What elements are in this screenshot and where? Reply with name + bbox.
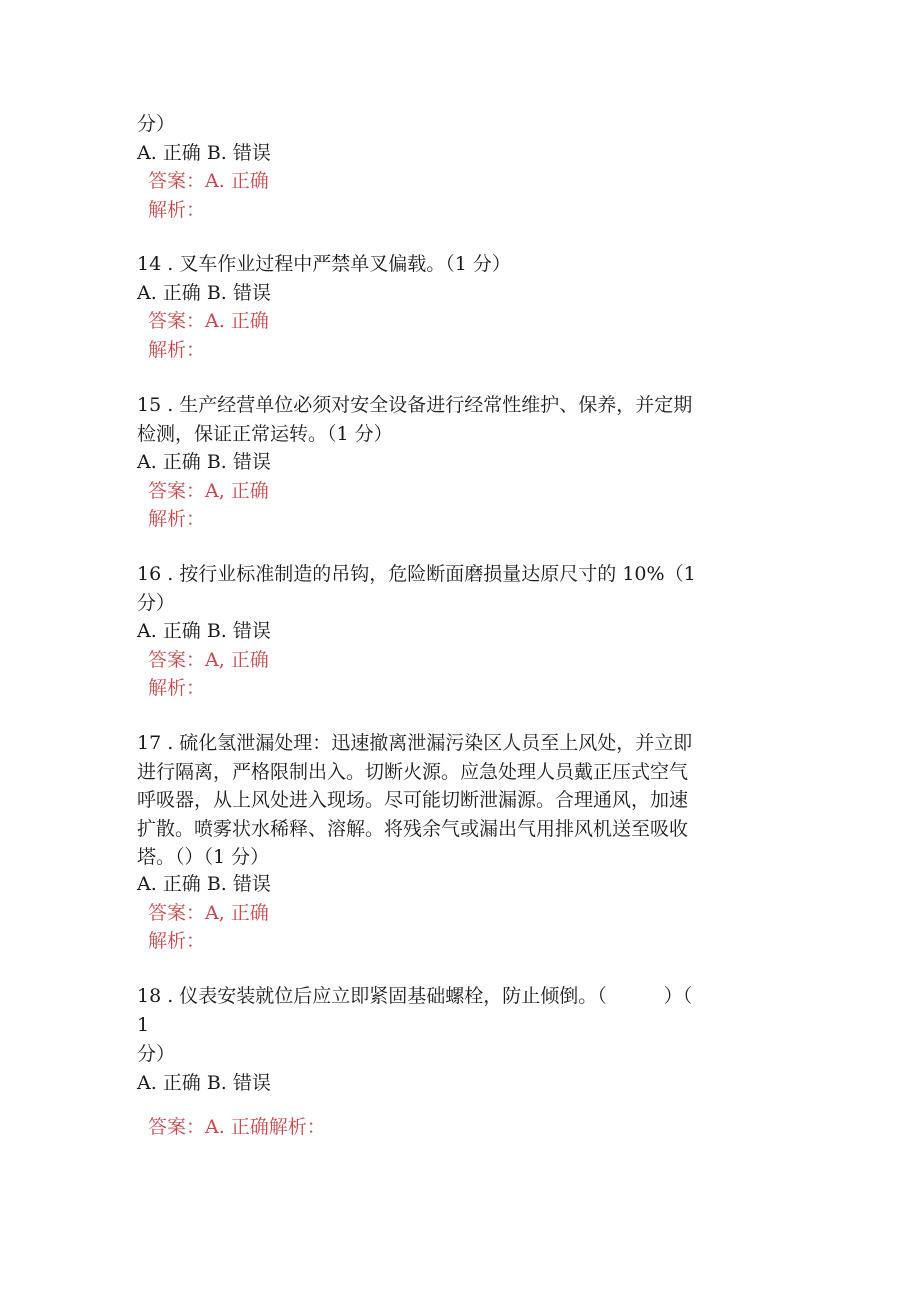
question-13-analysis: 解析：	[148, 199, 206, 221]
question-13-options: A. 正确 B. 错误	[137, 142, 271, 164]
question-18-stem-line: 18 . 仪表安装就位后应立即紧固基础螺栓，防止倾倒。（ ）（	[137, 985, 693, 1007]
question-15-analysis: 解析：	[148, 508, 206, 530]
question-14-options: A. 正确 B. 错误	[137, 282, 271, 304]
question-17-stem-line: 塔。（）（1 分）	[137, 846, 270, 868]
question-14-answer: 答案：A. 正确	[148, 310, 269, 332]
question-15-stem-line: 15 . 生产经营单位必须对安全设备进行经常性维护、保养，并定期	[137, 394, 693, 416]
question-17-stem-line: 呼吸器，从上风处进入现场。尽可能切断泄漏源。合理通风，加速	[137, 789, 689, 811]
question-16-analysis: 解析：	[148, 677, 206, 699]
question-15-answer: 答案：A, 正确	[148, 480, 269, 502]
question-18-stem-line: 分）	[137, 1043, 176, 1065]
question-16-options: A. 正确 B. 错误	[137, 620, 271, 642]
question-13-stem-line: 分）	[137, 113, 176, 135]
question-14-analysis: 解析：	[148, 339, 206, 361]
question-18-options: A. 正确 B. 错误	[137, 1072, 271, 1094]
question-16-answer: 答案：A, 正确	[148, 649, 269, 671]
question-17-options: A. 正确 B. 错误	[137, 873, 271, 895]
question-18-stem-line: 1	[137, 1014, 150, 1036]
question-17-analysis: 解析：	[148, 930, 206, 952]
question-18-answer: 答案：A. 正确解析：	[148, 1116, 326, 1138]
question-16-stem-line: 分）	[137, 592, 176, 614]
question-15-stem-line: 检测，保证正常运转。（1 分）	[137, 423, 393, 445]
question-17-stem-line: 扩散。喷雾状水稀释、溶解。将残余气或漏出气用排风机送至吸收	[137, 818, 689, 840]
question-15-options: A. 正确 B. 错误	[137, 451, 271, 473]
question-17-answer: 答案：A, 正确	[148, 902, 269, 924]
question-14-stem-line: 14 . 叉车作业过程中严禁单叉偏载。（1 分）	[137, 253, 511, 275]
question-16-stem-line: 16 . 按行业标准制造的吊钩，危险断面磨损量达原尺寸的 10%（1	[137, 563, 696, 585]
question-17-stem-line: 17 . 硫化氢泄漏处理：迅速撤离泄漏污染区人员至上风处，并立即	[137, 732, 693, 754]
question-13-answer: 答案：A. 正确	[148, 170, 269, 192]
question-17-stem-line: 进行隔离，严格限制出入。切断火源。应急处理人员戴正压式空气	[137, 761, 689, 783]
